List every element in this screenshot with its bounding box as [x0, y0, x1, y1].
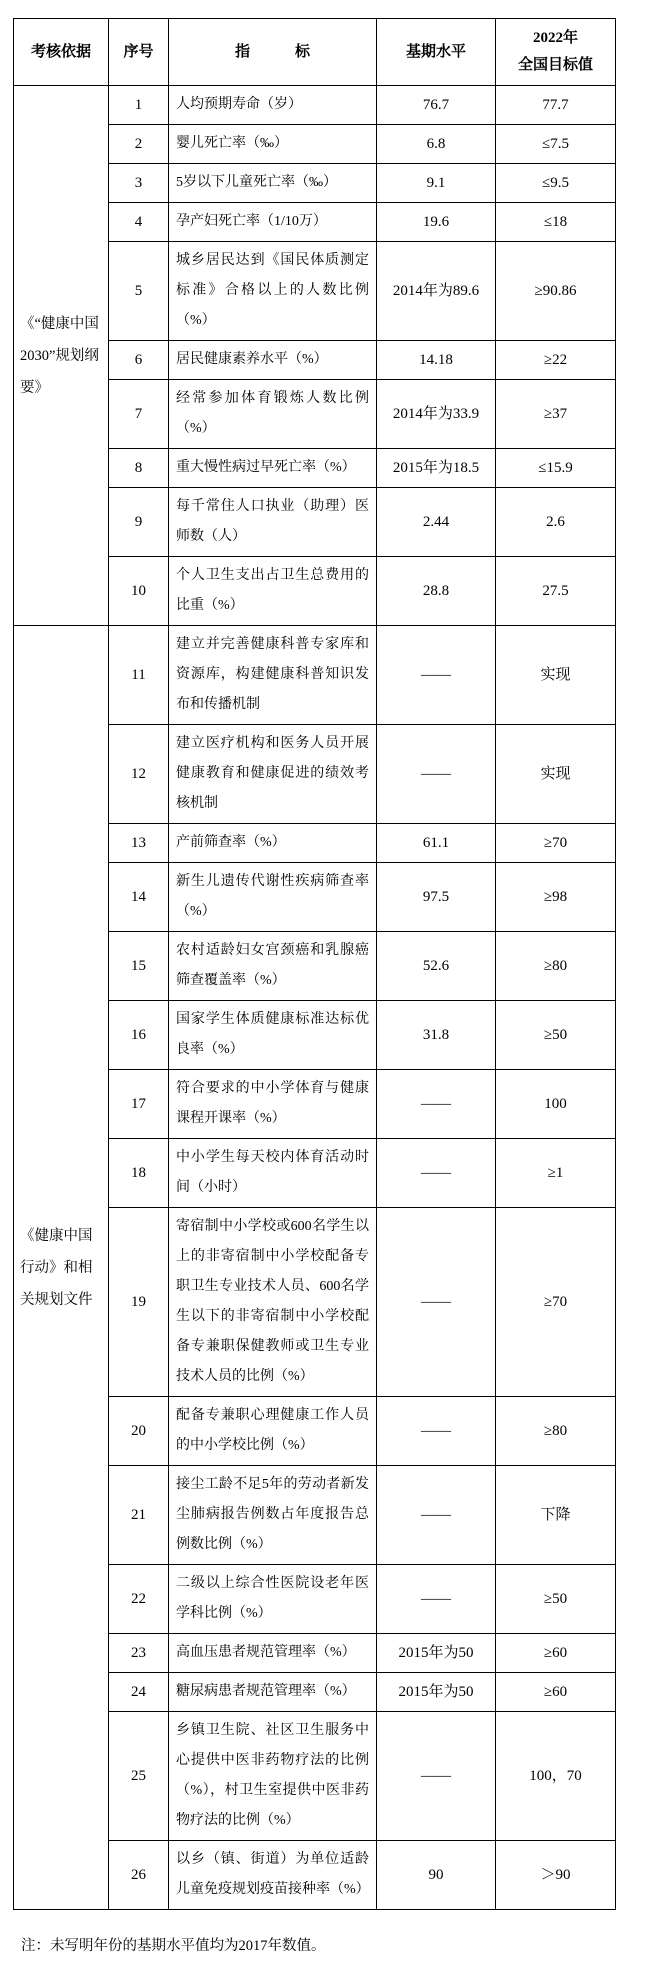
indicator-cell: 中小学生每天校内体育活动时间（小时） [169, 1139, 377, 1208]
row-no: 10 [109, 557, 169, 626]
indicator-cell: 建立并完善健康科普专家库和资源库，构建健康科普知识发布和传播机制 [169, 626, 377, 725]
target-cell: ≥50 [496, 1565, 616, 1634]
row-no: 11 [109, 626, 169, 725]
indicator-cell: 产前筛查率（%） [169, 824, 377, 863]
header-indicator: 指 标 [169, 19, 377, 86]
basis-cell-group-2: 《健康中国行动》和相关规划文件 [14, 626, 109, 1910]
target-cell: ≤9.5 [496, 164, 616, 203]
baseline-cell: 28.8 [377, 557, 496, 626]
baseline-cell: 31.8 [377, 1001, 496, 1070]
footnote: 注：未写明年份的基期水平值均为2017年数值。 [21, 1938, 326, 1954]
baseline-cell: —— [377, 1397, 496, 1466]
header-basis: 考核依据 [14, 19, 109, 86]
baseline-cell: —— [377, 1208, 496, 1397]
target-cell: ≥50 [496, 1001, 616, 1070]
row-no: 20 [109, 1397, 169, 1466]
indicator-cell: 农村适龄妇女宫颈癌和乳腺癌筛查覆盖率（%） [169, 932, 377, 1001]
indicator-cell: 符合要求的中小学体育与健康课程开课率（%） [169, 1070, 377, 1139]
target-cell: ≥22 [496, 341, 616, 380]
header-target-label: 全国目标值 [517, 57, 593, 73]
indicator-cell: 个人卫生支出占卫生总费用的比重（%） [169, 557, 377, 626]
baseline-cell: —— [377, 1070, 496, 1139]
header-target [496, 19, 616, 86]
indicator-cell: 经常参加体育锻炼人数比例（%） [169, 380, 377, 449]
indicator-cell: 接尘工龄不足5年的劳动者新发尘肺病报告例数占年度报告总例数比例（%） [169, 1466, 377, 1565]
row-no: 13 [109, 824, 169, 863]
baseline-cell: 2014年为89.6 [377, 242, 496, 341]
row-no: 15 [109, 932, 169, 1001]
baseline-cell: —— [377, 1466, 496, 1565]
target-cell: ≥90.86 [496, 242, 616, 341]
row-no: 14 [109, 863, 169, 932]
row-no: 24 [109, 1673, 169, 1712]
target-cell: 实现 [496, 725, 616, 824]
indicator-cell: 重大慢性病过早死亡率（%） [169, 449, 377, 488]
indicator-cell: 人均预期寿命（岁） [169, 86, 377, 125]
baseline-cell: 14.18 [377, 341, 496, 380]
row-no: 21 [109, 1466, 169, 1565]
indicator-cell: 城乡居民达到《国民体质测定标准》合格以上的人数比例（%） [169, 242, 377, 341]
indicator-cell: 建立医疗机构和医务人员开展健康教育和健康促进的绩效考核机制 [169, 725, 377, 824]
row-no: 5 [109, 242, 169, 341]
baseline-cell: 61.1 [377, 824, 496, 863]
target-cell: ≥1 [496, 1139, 616, 1208]
row-no: 6 [109, 341, 169, 380]
row-no: 16 [109, 1001, 169, 1070]
target-cell: 27.5 [496, 557, 616, 626]
baseline-cell: 2015年为18.5 [377, 449, 496, 488]
baseline-cell: —— [377, 1139, 496, 1208]
basis-cell-group-1: 《“健康中国2030”规划纲要》 [14, 86, 109, 626]
row-no: 8 [109, 449, 169, 488]
baseline-cell: 2.44 [377, 488, 496, 557]
baseline-cell: 97.5 [377, 863, 496, 932]
target-cell: 100，70 [496, 1712, 616, 1841]
indicator-cell: 居民健康素养水平（%） [169, 341, 377, 380]
row-no: 3 [109, 164, 169, 203]
target-cell: ≥37 [496, 380, 616, 449]
baseline-cell: 90 [377, 1841, 496, 1910]
target-cell: ≥70 [496, 824, 616, 863]
target-cell: 77.7 [496, 86, 616, 125]
baseline-cell: —— [377, 1712, 496, 1841]
baseline-cell: 2015年为50 [377, 1673, 496, 1712]
baseline-cell: 76.7 [377, 86, 496, 125]
indicator-cell: 婴儿死亡率（‰） [169, 125, 377, 164]
row-no: 9 [109, 488, 169, 557]
header-target-year: 2022年 [532, 30, 578, 46]
baseline-cell: 52.6 [377, 932, 496, 1001]
target-cell: ≥80 [496, 932, 616, 1001]
baseline-cell: 6.8 [377, 125, 496, 164]
row-no: 22 [109, 1565, 169, 1634]
row-no: 17 [109, 1070, 169, 1139]
indicator-cell: 寄宿制中小学校或600名学生以上的非寄宿制中小学校配备专职卫生专业技术人员、600名学生以下的非寄宿制中小学校配备专兼职保健教师或卫生专业技术人员的比例（%） [169, 1208, 377, 1397]
target-cell: ≥60 [496, 1673, 616, 1712]
target-cell: ≥70 [496, 1208, 616, 1397]
row-no: 12 [109, 725, 169, 824]
baseline-cell: 2014年为33.9 [377, 380, 496, 449]
indicator-cell: 每千常住人口执业（助理）医师数（人） [169, 488, 377, 557]
baseline-cell: —— [377, 725, 496, 824]
indicator-cell: 国家学生体质健康标准达标优良率（%） [169, 1001, 377, 1070]
target-cell: 100 [496, 1070, 616, 1139]
target-cell: ＞90 [496, 1841, 616, 1910]
table-row [14, 626, 616, 725]
target-cell: ≤15.9 [496, 449, 616, 488]
target-cell: ≤7.5 [496, 125, 616, 164]
row-no: 23 [109, 1634, 169, 1673]
target-cell: 实现 [496, 626, 616, 725]
indicator-cell: 孕产妇死亡率（1/10万） [169, 203, 377, 242]
indicator-cell: 配备专兼职心理健康工作人员的中小学校比例（%） [169, 1397, 377, 1466]
indicator-cell: 新生儿遗传代谢性疾病筛查率（%） [169, 863, 377, 932]
indicator-cell: 以乡（镇、街道）为单位适龄儿童免疫规划疫苗接种率（%） [169, 1841, 377, 1910]
table-row [14, 86, 616, 125]
target-cell: ≥98 [496, 863, 616, 932]
row-no: 26 [109, 1841, 169, 1910]
row-no: 18 [109, 1139, 169, 1208]
target-cell: ≥80 [496, 1397, 616, 1466]
baseline-cell: 19.6 [377, 203, 496, 242]
indicator-cell: 高血压患者规范管理率（%） [169, 1634, 377, 1673]
indicator-cell: 乡镇卫生院、社区卫生服务中心提供中医非药物疗法的比例（%），村卫生室提供中医非药物疗法的比例（%） [169, 1712, 377, 1841]
row-no: 1 [109, 86, 169, 125]
indicator-cell: 糖尿病患者规范管理率（%） [169, 1673, 377, 1712]
header-row [14, 19, 616, 86]
indicator-cell: 二级以上综合性医院设老年医学科比例（%） [169, 1565, 377, 1634]
row-no: 19 [109, 1208, 169, 1397]
row-no: 25 [109, 1712, 169, 1841]
target-cell: ≥60 [496, 1634, 616, 1673]
header-baseline: 基期水平 [377, 19, 496, 86]
row-no: 2 [109, 125, 169, 164]
indicator-cell: 5岁以下儿童死亡率（‰） [169, 164, 377, 203]
row-no: 7 [109, 380, 169, 449]
target-cell: 下降 [496, 1466, 616, 1565]
baseline-cell: —— [377, 1565, 496, 1634]
target-cell: ≤18 [496, 203, 616, 242]
target-cell: 2.6 [496, 488, 616, 557]
header-no: 序号 [109, 19, 169, 86]
row-no: 4 [109, 203, 169, 242]
baseline-cell: —— [377, 626, 496, 725]
baseline-cell: 9.1 [377, 164, 496, 203]
assessment-indicator-table [13, 18, 616, 1910]
baseline-cell: 2015年为50 [377, 1634, 496, 1673]
